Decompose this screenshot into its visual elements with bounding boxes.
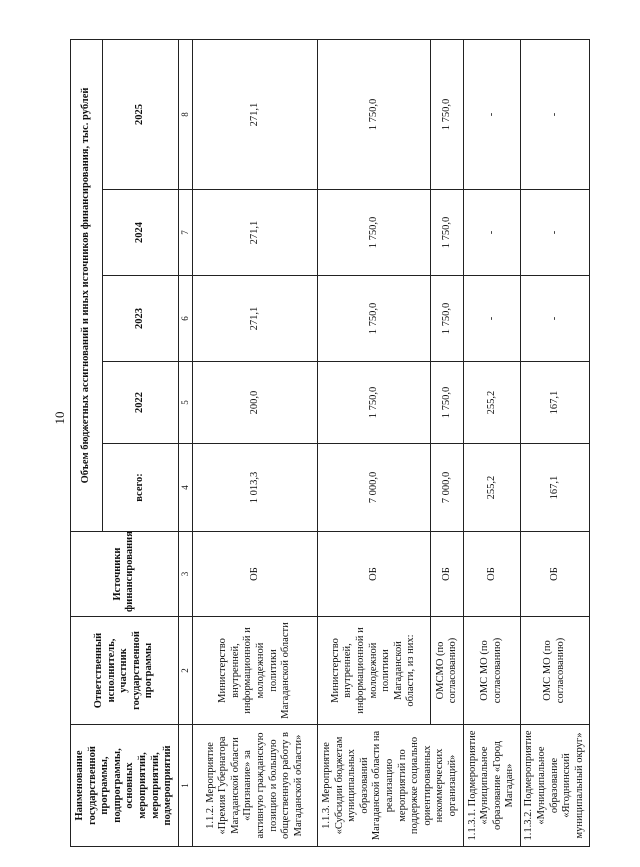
header-2022: 2022	[103, 362, 179, 444]
value-2024-cell: 1 750,0	[317, 190, 430, 276]
source-cell: ОБ	[193, 532, 317, 617]
value-2024-cell: -	[464, 190, 521, 276]
total-cell: 7 000,0	[431, 444, 464, 532]
value-2022-cell: 1 750,0	[317, 362, 430, 444]
executor-cell: Министерство внутренней, информационной и молодежной политики Магаданской области, из них:	[317, 617, 430, 725]
total-cell: 1 013,3	[193, 444, 317, 532]
value-2023-cell: 271,1	[193, 276, 317, 362]
budget-table	[70, 39, 590, 847]
program-name-cell: 1.1.3. Мероприятие «Субсидии бюджетам муниципальных образований Магаданской области на реализацию мероприятий по поддержке социально ориентированных некоммерческих организаций»	[317, 725, 463, 847]
program-name-cell: 1.1.2. Мероприятие «Премия Губернатора Магаданской области «Признание» за активную гражданскую позицию и большую общественную работу в Магаданской области»	[193, 725, 317, 847]
header-program-name: Наименование государственной программы, подпрограммы, основных мероприятий, мероприятий, подмероприятий	[71, 725, 179, 847]
table-row	[317, 40, 430, 847]
header-2023: 2023	[103, 276, 179, 362]
value-2024-cell: -	[520, 190, 589, 276]
total-cell: 167,1	[520, 444, 589, 532]
value-2022-cell: 255,2	[464, 362, 521, 444]
value-2022-cell: 200,0	[193, 362, 317, 444]
header-executor: Ответственный исполнитель, участник государственной программы	[71, 617, 179, 725]
total-cell: 255,2	[464, 444, 521, 532]
value-2025-cell: 271,1	[193, 40, 317, 190]
executor-cell: ОМС МО (по согласованию)	[520, 617, 589, 725]
table-row	[193, 40, 317, 847]
column-number: 3	[178, 532, 192, 617]
executor-cell: ОМС МО (по согласованию)	[464, 617, 521, 725]
column-number: 6	[178, 276, 192, 362]
column-number-row	[178, 40, 192, 847]
value-2023-cell: 1 750,0	[317, 276, 430, 362]
column-number: 7	[178, 190, 192, 276]
executor-cell: Министерство внутренней, информационной и молодежной политики Магаданской области	[193, 617, 317, 725]
value-2024-cell: 1 750,0	[431, 190, 464, 276]
value-2023-cell: -	[464, 276, 521, 362]
header-total: всего:	[103, 444, 179, 532]
column-number: 8	[178, 40, 192, 190]
program-name-cell: 1.1.3.2. Подмероприятие «Муниципальное образование «Ягоднинский муниципальный округ»	[520, 725, 589, 847]
header-2025: 2025	[103, 40, 179, 190]
column-number: 5	[178, 362, 192, 444]
value-2025-cell: 1 750,0	[431, 40, 464, 190]
value-2024-cell: 271,1	[193, 190, 317, 276]
value-2022-cell: 1 750,0	[431, 362, 464, 444]
total-cell: 7 000,0	[317, 444, 430, 532]
value-2023-cell: 1 750,0	[431, 276, 464, 362]
header-2024: 2024	[103, 190, 179, 276]
header-source: Источники финансирования	[71, 532, 179, 617]
value-2022-cell: 167,1	[520, 362, 589, 444]
column-number: 4	[178, 444, 192, 532]
column-number: 1	[178, 725, 192, 847]
table-row	[520, 40, 589, 847]
value-2023-cell: -	[520, 276, 589, 362]
executor-cell: ОМСМО (по согласованию)	[431, 617, 464, 725]
program-name-cell: 1.1.3.1. Подмероприятие «Муниципальное образование «Город Магадан»	[464, 725, 521, 847]
value-2025-cell: -	[464, 40, 521, 190]
value-2025-cell: 1 750,0	[317, 40, 430, 190]
column-number: 2	[178, 617, 192, 725]
page-number: 10	[52, 411, 67, 425]
source-cell: ОБ	[464, 532, 521, 617]
source-cell: ОБ	[520, 532, 589, 617]
value-2025-cell: -	[520, 40, 589, 190]
source-cell: ОБ	[431, 532, 464, 617]
table-row	[464, 40, 521, 847]
source-cell: ОБ	[317, 532, 430, 617]
budget-table-sheet	[70, 40, 590, 847]
header-budget-group: Объем бюджетных ассигнований и иных источников финансирования, тыс. рублей	[71, 40, 103, 532]
